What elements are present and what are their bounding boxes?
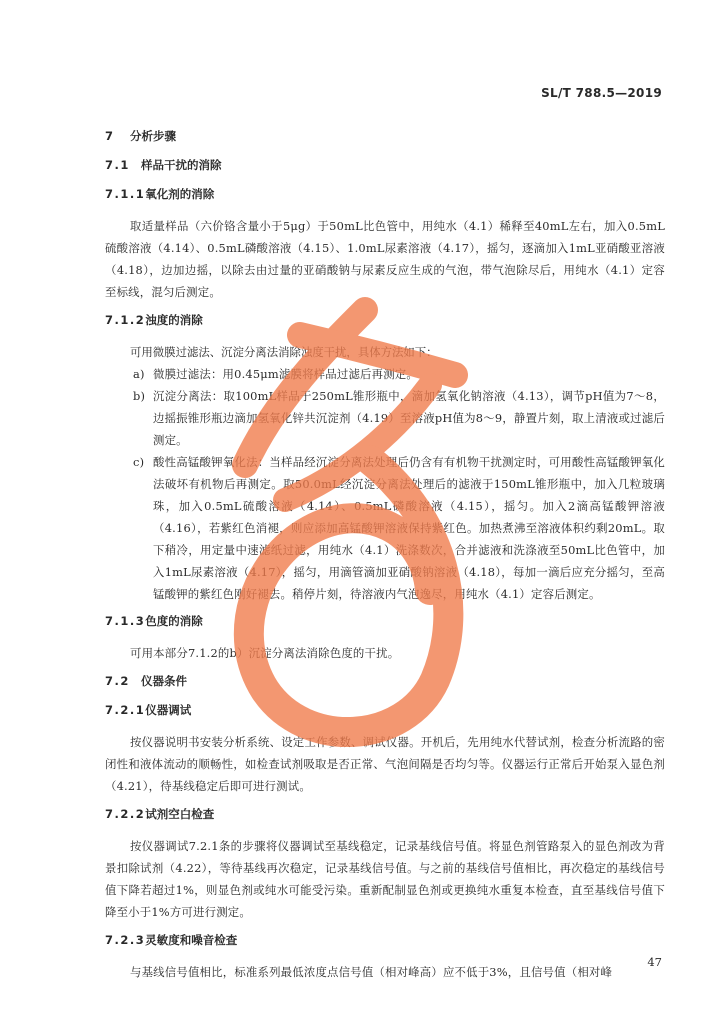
heading-title: 氧化剂的消除 [145,187,215,201]
heading-number: 7.2.1 [105,703,146,717]
list-item [133,451,665,605]
paragraph-7-1-3: 可用本部分7.1.2的b）沉淀分离法消除色度的干扰。 [130,646,400,660]
list-text: 酸性高锰酸钾氧化法：当样品经沉淀分离法处理后仍含有有机物干扰测定时，可用酸性高锰酸钾氧化法破坏有机物后再测定。取50.0mL经沉淀分离法处理后的滤液于150mL锥形瓶中，加入几粒玻璃珠，加入0.5mL硫酸溶液（4.14）、0.5mL磷酸溶液（4.15），摇匀。加入2滴高锰酸钾溶液（4.16），若紫红色消褪，则应添加高锰酸钾溶液保持紫红色。加热煮沸至溶液体积约剩20mL。取下稍冷，用定量中速滤纸过滤，用纯水（4.1）洗涤数次，合并滤液和洗涤液至50mL比色管中，加入1mL尿素溶液（4.17），摇匀，用滴管滴加亚硝酸钠溶液（4.18），每加一滴后应充分摇匀，至高锰酸钾的紫红色刚好褪去。稍停片刻，待溶液内气泡逸尽，用纯水（4.1）定容后测定。 [153,455,665,601]
heading-number: 7.1.1 [105,187,146,201]
page-number: 47 [647,955,662,969]
heading-number: 7.1.2 [105,313,146,327]
list-marker: a) [133,367,145,381]
paragraph-7-2-2: 按仪器调试7.2.1条的步骤将仪器调试至基线稳定，记录基线信号值。将显色剂管路泵入的显色剂改为背景扣除试剂（4.22），等待基线再次稳定，记录基线信号值。与之前的基线信号值相比，再次稳定的基线信号值下降若超过1%，则显色剂或纯水可能受污染。重新配制显色剂或更换纯水重复本检查，直至基线信号值下降至小于1%方可进行测定。 [105,839,665,919]
heading-title: 色度的消除 [145,614,203,628]
heading-title: 分析步骤 [130,129,176,143]
document-body [105,128,665,992]
standard-number: SL/T 788.5—2019 [541,86,662,100]
heading-7-2 [105,673,665,689]
heading-7 [105,128,665,144]
heading-7-1 [105,157,665,173]
heading-number: 7 [105,129,115,143]
list-item [133,363,665,385]
paragraph-7-2-3: 与基线信号值相比，标准系列最低浓度点信号值（相对峰高）应不低于3%，且信号值（相对峰 [130,965,613,979]
heading-7-1-3 [105,613,665,629]
heading-7-1-2 [105,312,665,328]
heading-number: 7.2 [105,674,130,688]
list-marker: c) [133,455,145,469]
heading-title: 浊度的消除 [145,313,203,327]
paragraph-7-1-1: 取适量样品（六价铬含量小于5μg）于50mL比色管中，用纯水（4.1）稀释至40mL左右，加入0.5mL硫酸溶液（4.14）、0.5mL磷酸溶液（4.15）、1.0mL尿素溶液（4.17），摇匀，逐滴加入1mL亚硝酸亚溶液（4.18），边加边摇，以除去由过量的亚硝酸钠与尿素反应生成的气泡，带气泡除尽后，用纯水（4.1）定容至标线，混匀后测定。 [105,219,665,299]
list-text: 沉淀分离法：取100mL样品于250mL锥形瓶中，滴加氢氧化钠溶液（4.13），调节pH值为7～8，边摇振锥形瓶边滴加氢氧化锌共沉淀剂（4.19）至溶液pH值为8～9，静置片刻，取上清液或过滤后测定。 [153,389,665,447]
heading-number: 7.1.3 [105,614,146,628]
paragraph-7-2-1: 按仪器说明书安装分析系统、设定工作参数、调试仪器。开机后，先用纯水代替试剂，检查分析流路的密闭性和液体流动的顺畅性，如检查试剂吸取是否正常、气泡间隔是否均匀等。仪器运行正常后开始泵入显色剂（4.21），待基线稳定后即可进行测试。 [105,735,665,793]
heading-title: 仪器条件 [141,674,187,688]
heading-number: 7.1 [105,158,130,172]
method-list [105,363,665,605]
heading-number: 7.2.3 [105,933,146,947]
heading-7-2-2 [105,806,665,822]
list-text: 微膜过滤法：用0.45μm滤膜将样品过滤后再测定。 [153,367,418,381]
heading-7-1-1 [105,186,665,202]
heading-7-2-3 [105,932,665,948]
paragraph-7-1-2-intro: 可用微膜过滤法、沉淀分离法消除浊度干扰，具体方法如下： [130,345,438,359]
heading-7-2-1 [105,702,665,718]
heading-title: 试剂空白检查 [145,807,215,821]
heading-title: 仪器调试 [145,703,192,717]
heading-number: 7.2.2 [105,807,146,821]
list-marker: b) [133,389,146,403]
heading-title: 灵敏度和噪音检查 [145,933,238,947]
list-item [133,385,665,451]
heading-title: 样品干扰的消除 [141,158,222,172]
